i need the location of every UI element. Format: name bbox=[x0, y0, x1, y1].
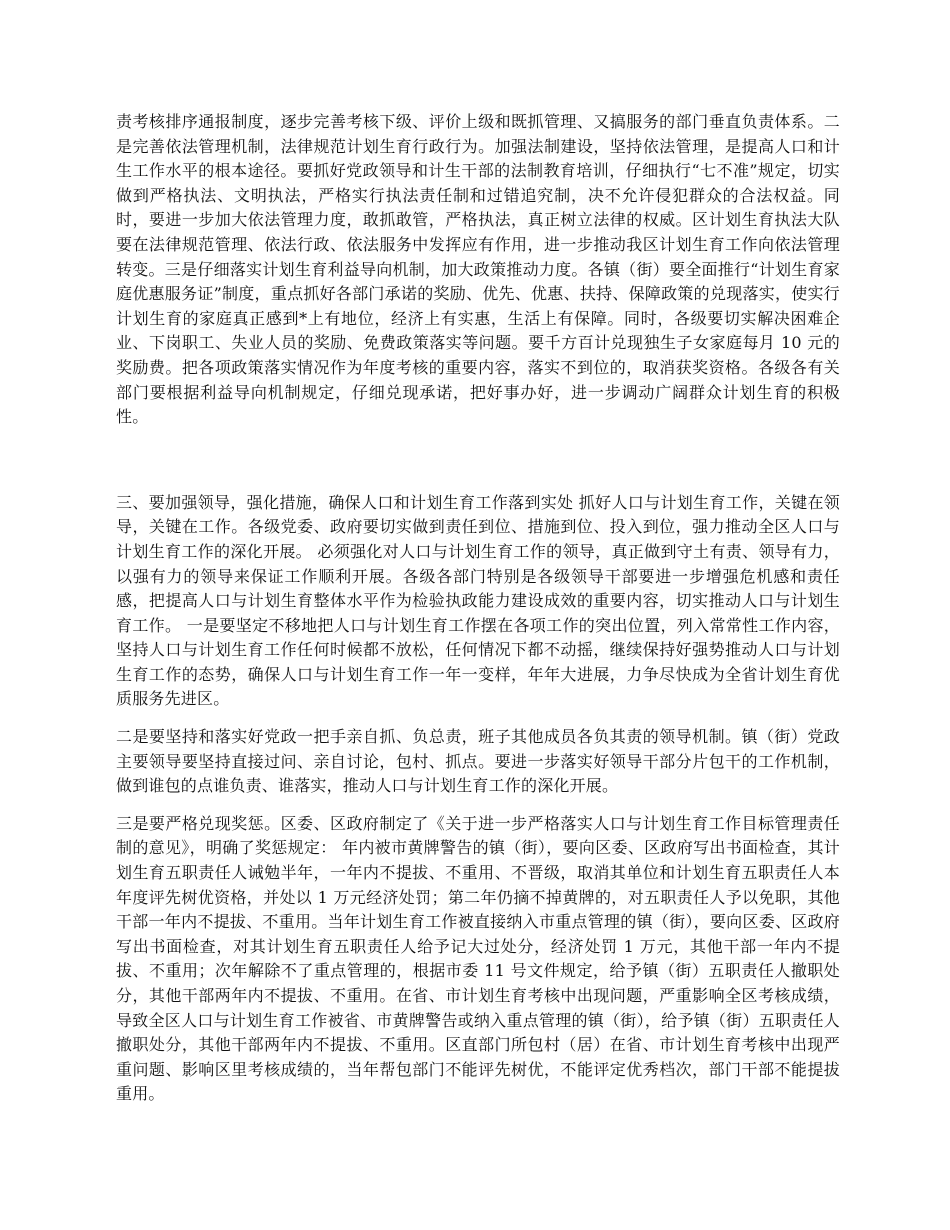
paragraph-leadership-mechanism: 二是要坚持和落实好党政一把手亲自抓、负总责，班子其他成员各负其责的领导机制。镇（街）党政主要领导要坚持直接过问、亲自讨论，包村、抓点。要进一步落实好领导干部分片包干的工作机制，做到谁包的点谁负责、谁落实，推动人口与计划生育工作的深化开展。 bbox=[116, 727, 840, 796]
paragraph-rewards-and-penalties: 三是要严格兑现奖惩。区委、区政府制定了《关于进一步严格落实人口与计划生育工作目标管理责任制的意见》，明确了奖惩规定： 年内被市黄牌警告的镇（街），要向区委、区政府写出书面检查，其计划生育五职责任人诫勉半年，一年内不提拔、不重用、不晋级，取消其单位和计划生育五职责任人本年度评先树优资格，并处以 1 万元经济处罚；第二年仍摘不掉黄牌的，对五职责任人予以免职，其他干部一年内不提拔、不重用。当年计划生育工作被直接纳入市重点管理的镇（街），要向区委、区政府写出书面检查，对其计划生育五职责任人给予记大过处分，经济处罚 1 万元，其他干部一年内不提拔、不重用；次年解除不了重点管理的，根据市委 11 号文件规定，给予镇（街）五职责任人撤职处分，其他干部两年内不提拔、不重用。在省、市计划生育考核中出现问题，严重影响全区考核成绩，导致全区人口与计划生育工作被省、市黄牌警告或纳入重点管理的镇（街），给予镇（街）五职责任人撤职处分，其他干部两年内不提拔、不重用。区直部门所包村（居）在省、市计划生育考核中出现严重问题、影响区里考核成绩的，当年帮包部门不能评先树优，不能评定优秀档次，部门干部不能提拔重用。 bbox=[116, 813, 840, 1104]
section-spacer bbox=[116, 443, 840, 491]
paragraph-section-three-leadership: 三、要加强领导，强化措施，确保人口和计划生育工作落到实处 抓好人口与计划生育工作，关键在领导，关键在工作。各级党委、政府要切实做到责任到位、措施到位、投入到位，强力推动全区人口与计划生育工作的深化开展。 必须强化对人口与计划生育工作的领导，真正做到守土有责、领导有力，以强有力的领导来保证工作顺利开展。各级各部门特别是各级领导干部要进一步增强危机感和责任感，把提高人口与计划生育整体水平作为检验执政能力建设成效的重要内容，切实推动人口与计划生育工作。 一是要坚定不移地把人口与计划生育工作摆在各项工作的突出位置，列入常常性工作内容，坚持人口与计划生育工作任何时候都不放松，任何情况下都不动摇，继续保持好强势推动人口与计划生育工作的态势，确保人口与计划生育工作一年一变样，年年大进展，力争尽快成为全省计划生育优质服务先进区。 bbox=[116, 492, 840, 709]
document-page bbox=[116, 110, 840, 1120]
paragraph-responsibility-and-law: 责考核排序通报制度，逐步完善考核下级、评价上级和既抓管理、又搞服务的部门垂直负责体系。二是完善依法管理机制，法律规范计划生育行政行为。加强法制建设，坚持依法管理，是提高人口和计生工作水平的根本途径。要抓好党政领导和计生干部的法制教育培训，仔细执行“七不准”规定，切实做到严格执法、文明执法，严格实行执法责任制和过错追究制，决不允许侵犯群众的合法权益。同时，要进一步加大依法管理力度，敢抓敢管，严格执法，真正树立法律的权威。区计划生育执法大队要在法律规范管理、依法行政、依法服务中发挥应有作用，进一步推动我区计划生育工作向依法管理转变。三是仔细落实计划生育利益导向机制，加大政策推动力度。各镇（街）要全面推行“计划生育家庭优惠服务证”制度，重点抓好各部门承诺的奖励、优先、优惠、扶持、保障政策的兑现落实，使实行计划生育的家庭真正感到*上有地位，经济上有实惠，生活上有保障。同时，各级要切实解决困难企业、下岗职工、失业人员的奖励、免费政策落实等问题。要千方百计兑现独生子女家庭每月 10 元的奖励费。把各项政策落实情况作为年度考核的重要内容，落实不到位的，取消获奖资格。各级各有关部门要根据利益导向机制规定，仔细兑现承诺，把好事办好，进一步调动广阔群众计划生育的积极性。 bbox=[116, 112, 840, 427]
